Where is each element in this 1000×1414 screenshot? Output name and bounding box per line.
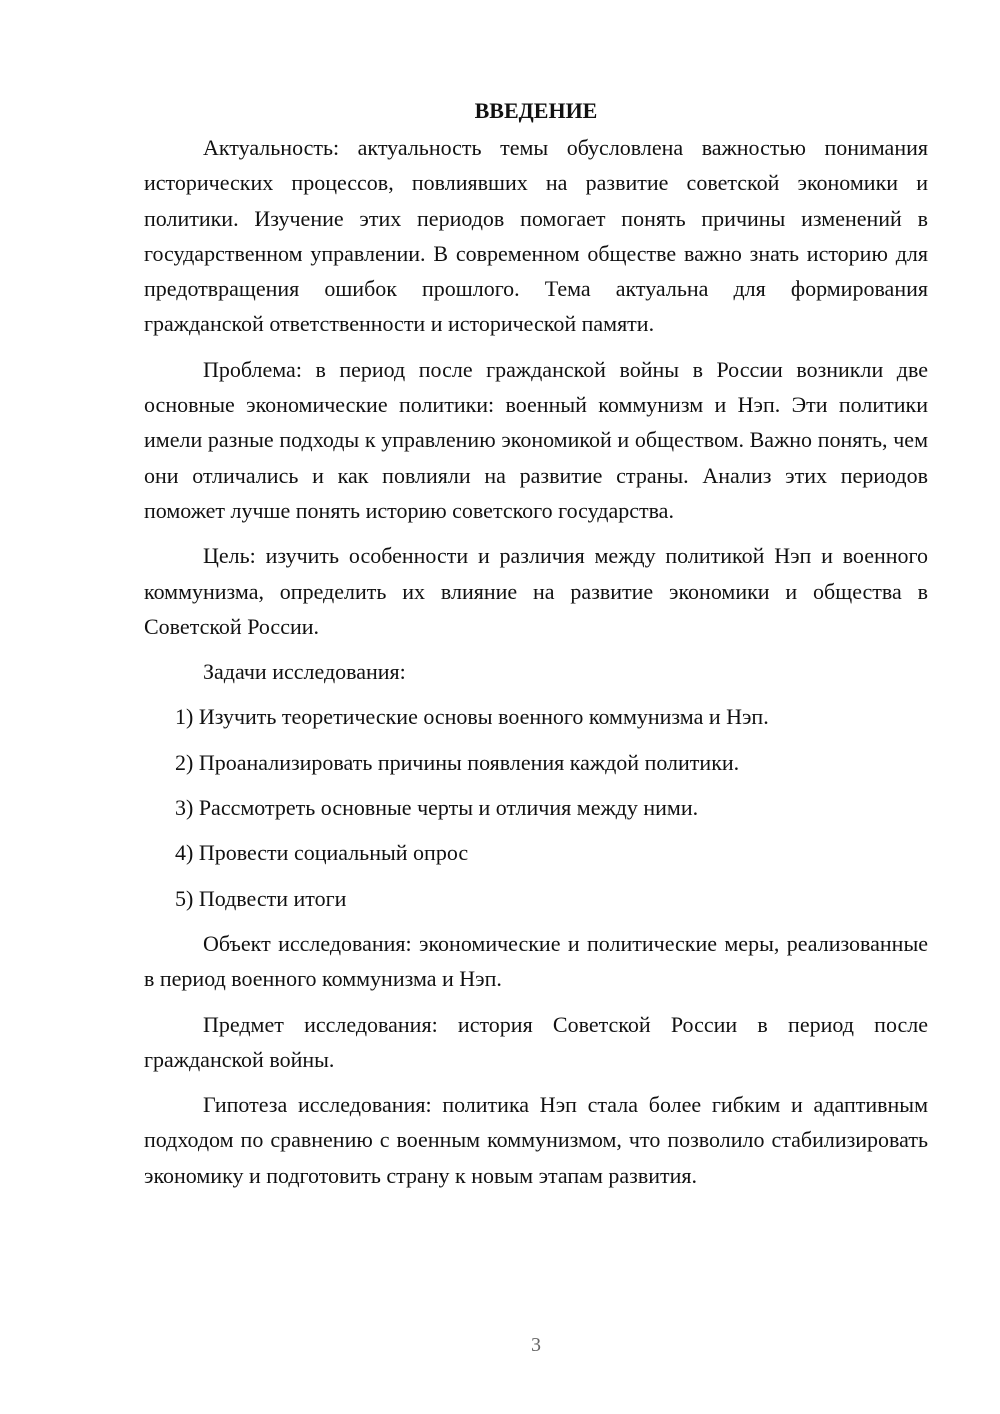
list-item: 2) Проанализировать причины появления каждой политики. — [175, 749, 740, 775]
list-item: 3) Рассмотреть основные черты и отличия между ними. — [175, 795, 699, 821]
object-paragraph: Объект исследования: экономические и политические меры, реализованные в период военного коммунизма и Нэп. — [144, 930, 928, 992]
goal-paragraph: Цель: изучить особенности и различия между политикой Нэп и военного коммунизма, определить их влияние на развитие экономики и общества в Советской России. — [144, 543, 928, 639]
page-content — [144, 96, 928, 1203]
problem-paragraph: Проблема: в период после гражданской войны в России возникли две основные экономические политики: военный коммунизм и Нэп. Эти политики имели разные подходы к управлению экономикой и обществом. Важно понять, чем они отличались и как повлияли на развитие страны. Анализ этих периодов поможет лучше понять историю советского государства. — [144, 356, 928, 523]
list-item: 4) Провести социальный опрос — [175, 840, 469, 866]
relevance-paragraph: Актуальность: актуальность темы обусловлена важностью понимания исторических процессов, повлиявших на развитие советской экономики и политики. Изучение этих периодов помогает понять причины изменений в государственном управлении. В современном обществе важно знать историю для предотвращения ошибок прошлого. Тема актуальна для формирования гражданской ответственности и исторической памяти. — [144, 135, 928, 337]
list-item: 5) Подвести итоги — [175, 885, 347, 911]
hypothesis-paragraph: Гипотеза исследования: политика Нэп стала более гибким и адаптивным подходом по сравнению с военным коммунизмом, что позволило стабилизировать экономику и подготовить страну к новым этапам развития. — [144, 1092, 928, 1188]
page-number: 3 — [531, 1334, 541, 1356]
tasks-list — [144, 699, 928, 915]
list-item: 1) Изучить теоретические основы военного коммунизма и Нэп. — [175, 704, 769, 730]
section-heading: ВВЕДЕНИЕ — [474, 98, 598, 123]
subject-paragraph: Предмет исследования: история Советской России в период после гражданской войны. — [144, 1011, 928, 1072]
tasks-heading: Задачи исследования: — [203, 659, 406, 685]
